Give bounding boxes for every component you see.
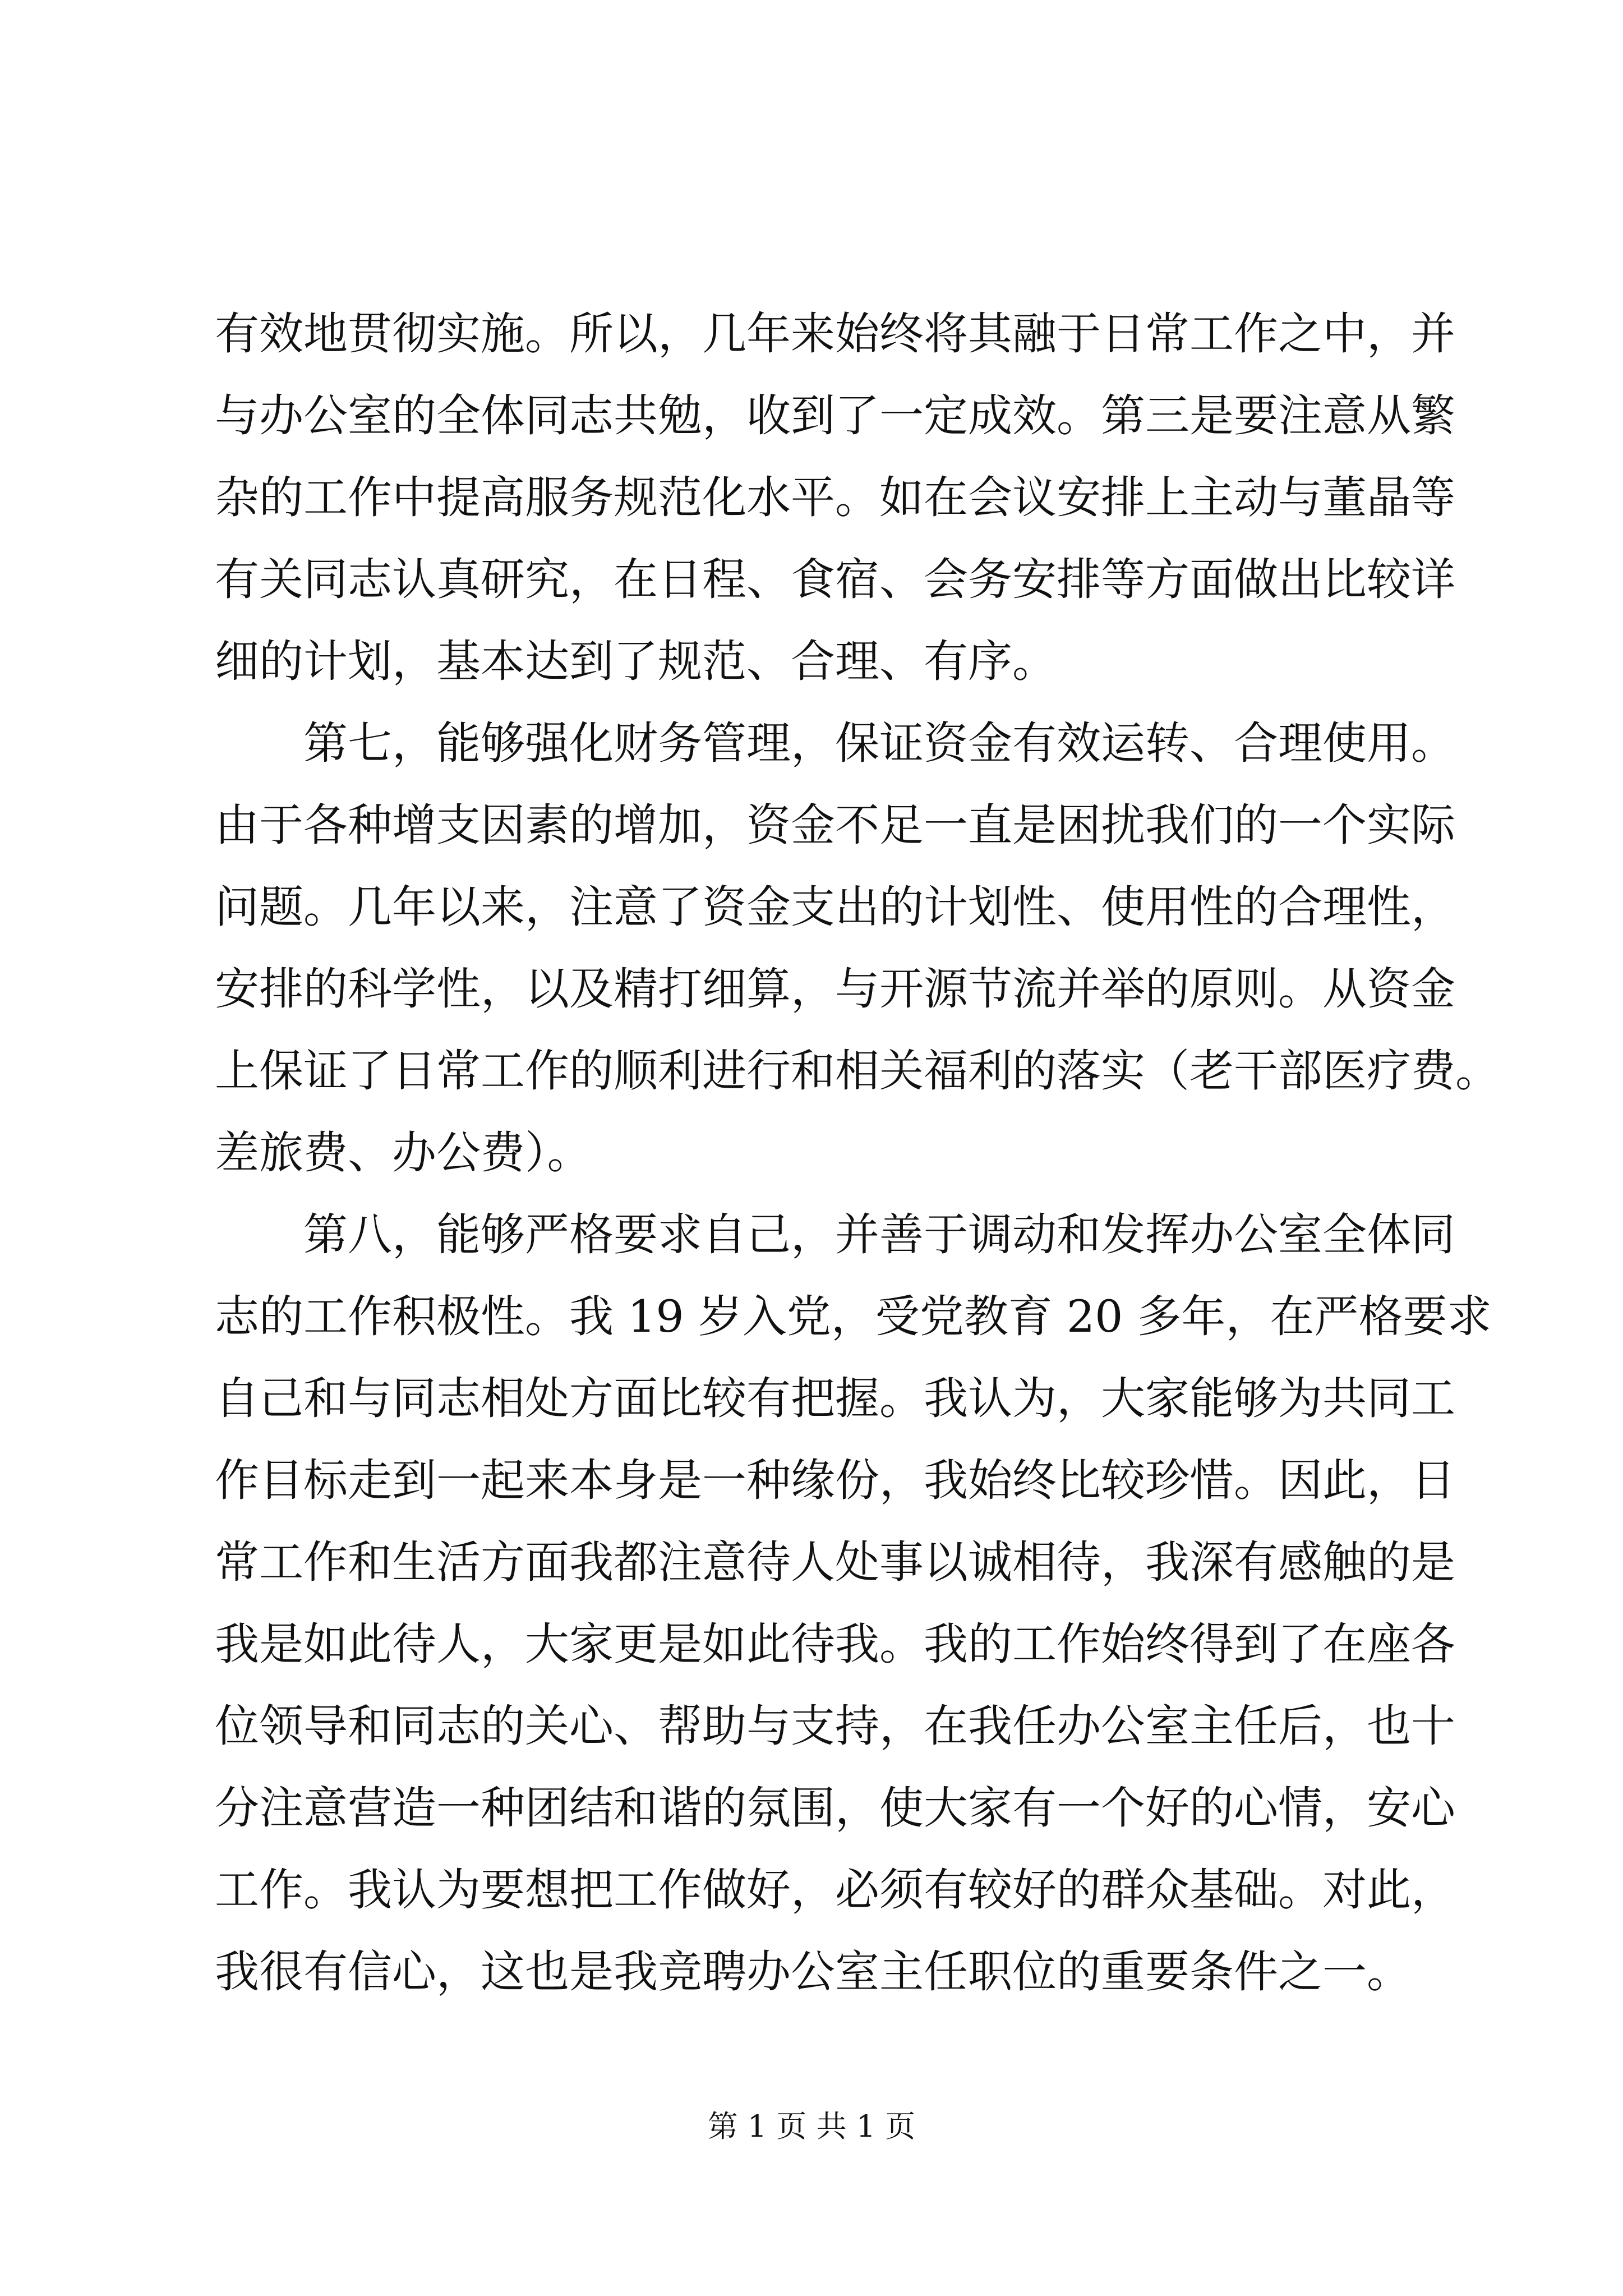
paragraph-start-line: 第七，能够强化财务管理，保证资金有效运转、合理使用。 bbox=[215, 717, 1455, 769]
text-line: 自己和与同志相处方面比较有把握。我认为，大家能够为共同工 bbox=[215, 1373, 1455, 1424]
paragraph-start-line: 第八，能够严格要求自己，并善于调动和发挥办公室全体同 bbox=[215, 1209, 1455, 1260]
text-line: 有效地贯彻实施。所以，几年来始终将其融于日常工作之中，并 bbox=[215, 308, 1455, 360]
document-body bbox=[215, 293, 1500, 2013]
text-line: 我是如此待人，大家更是如此待我。我的工作始终得到了在座各 bbox=[215, 1618, 1455, 1670]
text-line: 分注意营造一种团结和谐的氛围，使大家有一个好的心情，安心 bbox=[215, 1782, 1455, 1834]
text-line: 差旅费、办公费）。 bbox=[215, 1127, 592, 1179]
text-line: 安排的科学性，以及精打细算，与开源节流并举的原则。从资金 bbox=[215, 963, 1455, 1015]
text-line: 与办公室的全体同志共勉，收到了一定成效。第三是要注意从繁 bbox=[215, 390, 1455, 441]
text-line: 作目标走到一起来本身是一种缘份，我始终比较珍惜。因此，日 bbox=[215, 1455, 1455, 1506]
text-line: 由于各种增支因素的增加，资金不足一直是困扰我们的一个实际 bbox=[215, 799, 1455, 851]
text-line: 上保证了日常工作的顺利进行和相关福利的落实（老干部医疗费。 bbox=[215, 1045, 1500, 1097]
text-line: 常工作和生活方面我都注意待人处事以诚相待，我深有感触的是 bbox=[215, 1536, 1455, 1588]
page-number-footer: 第 1 页 共 1 页 bbox=[707, 2109, 916, 2144]
text-line: 杂的工作中提高服务规范化水平。如在会议安排上主动与董晶等 bbox=[215, 472, 1455, 523]
text-line: 志的工作积极性。我 19 岁入党，受党教育 20 多年，在严格要求 bbox=[215, 1291, 1492, 1342]
text-line: 工作。我认为要想把工作做好，必须有较好的群众基础。对此， bbox=[215, 1864, 1455, 1916]
text-line: 我很有信心，这也是我竞聘办公室主任职位的重要条件之一。 bbox=[215, 1946, 1411, 1998]
text-line: 有关同志认真研究，在日程、食宿、会务安排等方面做出比较详 bbox=[215, 554, 1455, 605]
text-line: 问题。几年以来，注意了资金支出的计划性、使用性的合理性， bbox=[215, 881, 1455, 933]
text-line: 细的计划，基本达到了规范、合理、有序。 bbox=[215, 636, 1057, 687]
text-line: 位领导和同志的关心、帮助与支持，在我任办公室主任后，也十 bbox=[215, 1700, 1455, 1752]
